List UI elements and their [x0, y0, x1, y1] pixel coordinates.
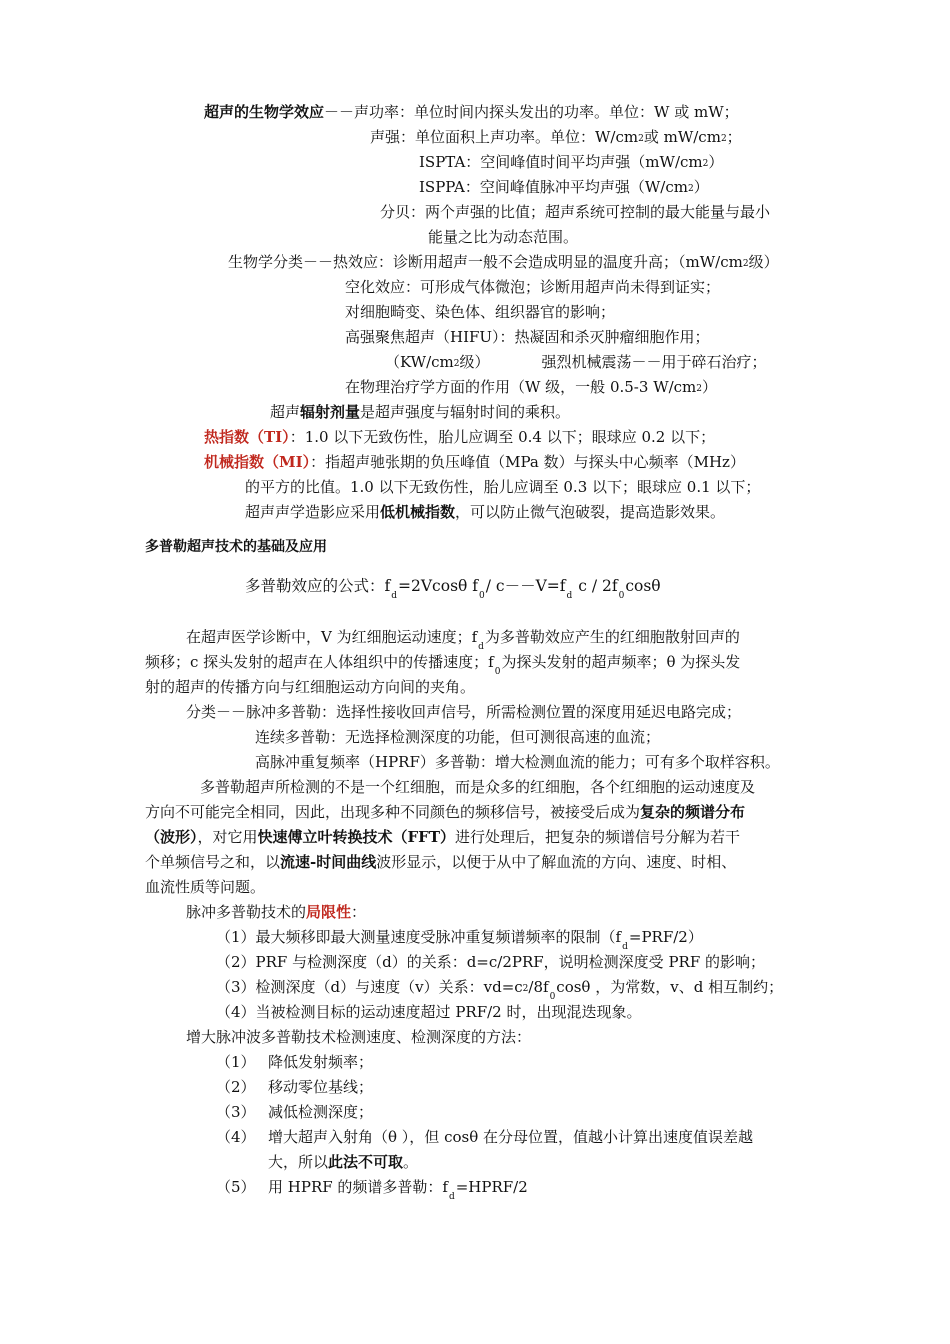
contrast-line: 超声声学造影应采用低机械指数，可以防止微气泡破裂，提高造影效果。 — [245, 503, 726, 521]
limitation-item: （3）检测深度（d）与速度（v）关系：$vd=c2/8f_0\cos\theta$ ，为常数，v、d 相互制约； — [216, 978, 784, 1002]
paragraph-line: 射的超声的传播方向与红细胞运动方向间的夹角。 — [145, 678, 476, 696]
thermal-index-line: 热指数（TI）：1.0 以下无致伤性，胎儿应调至 0.4 以下；眼球应 0.2 以下； — [204, 428, 716, 446]
method-item: （4） 增大超声入射角（θ ），但 cosθ 在分母位置，值越小计算出速度值误差越 — [216, 1128, 753, 1146]
thermal-effect-line: 生物学分类－－热效应：诊断用超声一般不会造成明显的温度升高；（mW/cm2级） — [228, 253, 779, 271]
dynamic-range-line: 能量之比为动态范围。 — [428, 228, 579, 246]
classification-line: 连续多普勒：无选择检测深度的功能，但可测很高速的血流； — [255, 728, 661, 746]
methods-heading: 增大脉冲波多普勒技术检测速度、检测深度的方法： — [186, 1028, 532, 1046]
mechanical-index-line-2: 的平方的比值。1.0 以下无致伤性，胎儿应调至 0.3 以下；眼球应 0.1 以下； — [245, 478, 761, 496]
limitation-item: （2）PRF 与检测深度（d）的关系：d=c/2PRF，说明检测深度受 PRF 的影响； — [216, 953, 766, 971]
cavitation-line: 空化效应：可形成气体微泡；诊断用超声尚未得到证实； — [345, 278, 721, 296]
intensity-line: 声强：单位面积上声功率。单位：W/cm2或 mW/cm2； — [370, 128, 742, 146]
limitation-item: （4）当被检测目标的运动速度超过 PRF/2 时，出现混迭现象。 — [216, 1003, 642, 1021]
paragraph-line: （波形），对它用快速傅立叶转换技术（FFT）进行处理后，把复杂的频谱信号分解为若干 — [145, 828, 741, 846]
bioeffects-line-1: 超声的生物学效应－－声功率：单位时间内探头发出的功率。单位：W 或 mW； — [204, 103, 739, 121]
method-item: （5） 用 HPRF 的频谱多普勒：$f_d=HPRF/2$ — [216, 1178, 528, 1202]
paragraph-line: 频移；c 探头发射的超声在人体组织中的传播速度；$f_0$为探头发射的超声频率；θ 为探头发 — [145, 653, 741, 677]
paragraph-line: 多普勒超声所检测的不是一个红细胞，而是众多的红细胞，各个红细胞的运动速度及 — [200, 778, 756, 796]
paragraph-line: 在超声医学诊断中，V 为红细胞运动速度；$f_d$为多普勒效应产生的红细胞散射回声的 — [186, 628, 740, 652]
paragraph-line: 个单频信号之和，以流速-时间曲线波形显示，以便于从中了解血流的方向、速度、时相、 — [145, 853, 737, 871]
ispta-line: ISPTA：空间峰值时间平均声强（mW/cm2） — [419, 153, 724, 171]
radiation-dose-line: 超声辐射剂量是超声强度与辐射时间的乘积。 — [270, 403, 571, 421]
limitation-item: （1）最大频移即最大测量速度受脉冲重复频谱频率的限制$(f_d=PRF/2)$ — [216, 928, 703, 952]
classification-line: 高脉冲重复频率（HPRF）多普勒：增大检测血流的能力；可有多个取样容积。 — [255, 753, 780, 771]
hifu-level-line: （KW/cm2级） 强烈机械震荡－－用于碎石治疗； — [385, 353, 767, 371]
decibel-line: 分贝：两个声强的比值；超声系统可控制的最大能量与最小 — [380, 203, 771, 221]
limitation-heading: 脉冲多普勒技术的局限性： — [186, 903, 367, 921]
method-item: （2） 移动零位基线； — [216, 1078, 374, 1096]
doppler-formula: 多普勒效应的公式：$f_d=2Vcos\theta$ $f_0/$ $c--V=f_d$ c / $2f_0\cos\theta$ — [245, 577, 661, 601]
mechanical-index-line: 机械指数（MI）：指超声驰张期的负压峰值（MPa 数）与探头中心频率（MHz） — [204, 453, 745, 471]
method-item-cont: 大，所以此法不可取。 — [268, 1153, 419, 1171]
paragraph-line: 血流性质等问题。 — [145, 878, 266, 896]
mechanical-index-label: 机械指数（MI） — [204, 453, 311, 471]
method-item: （3） 减低检测深度； — [216, 1103, 374, 1121]
isppa-line: ISPPA：空间峰值脉冲平均声强（W/cm2） — [419, 178, 709, 196]
classification-line: 分类－－脉冲多普勒：选择性接收回声信号，所需检测位置的深度用延迟电路完成； — [186, 703, 742, 721]
thermal-index-label: 热指数（TI） — [204, 428, 290, 446]
bioeffects-title: 超声的生物学效应 — [204, 103, 325, 121]
hifu-line: 高强聚焦超声（HIFU）：热凝固和杀灭肿瘤细胞作用； — [345, 328, 710, 346]
method-item: （1） 降低发射频率； — [216, 1053, 374, 1071]
doppler-heading: 多普勒超声技术的基础及应用 — [145, 539, 327, 555]
paragraph-line: 方向不可能完全相同，因此，出现多种不同颜色的频移信号，被接受后成为复杂的频谱分布 — [145, 803, 746, 821]
cell-effect-line: 对细胞畸变、染色体、组织器官的影响； — [345, 303, 616, 321]
physiotherapy-line: 在物理治疗学方面的作用（W 级，一般 0.5-3 W/cm2） — [345, 378, 718, 396]
